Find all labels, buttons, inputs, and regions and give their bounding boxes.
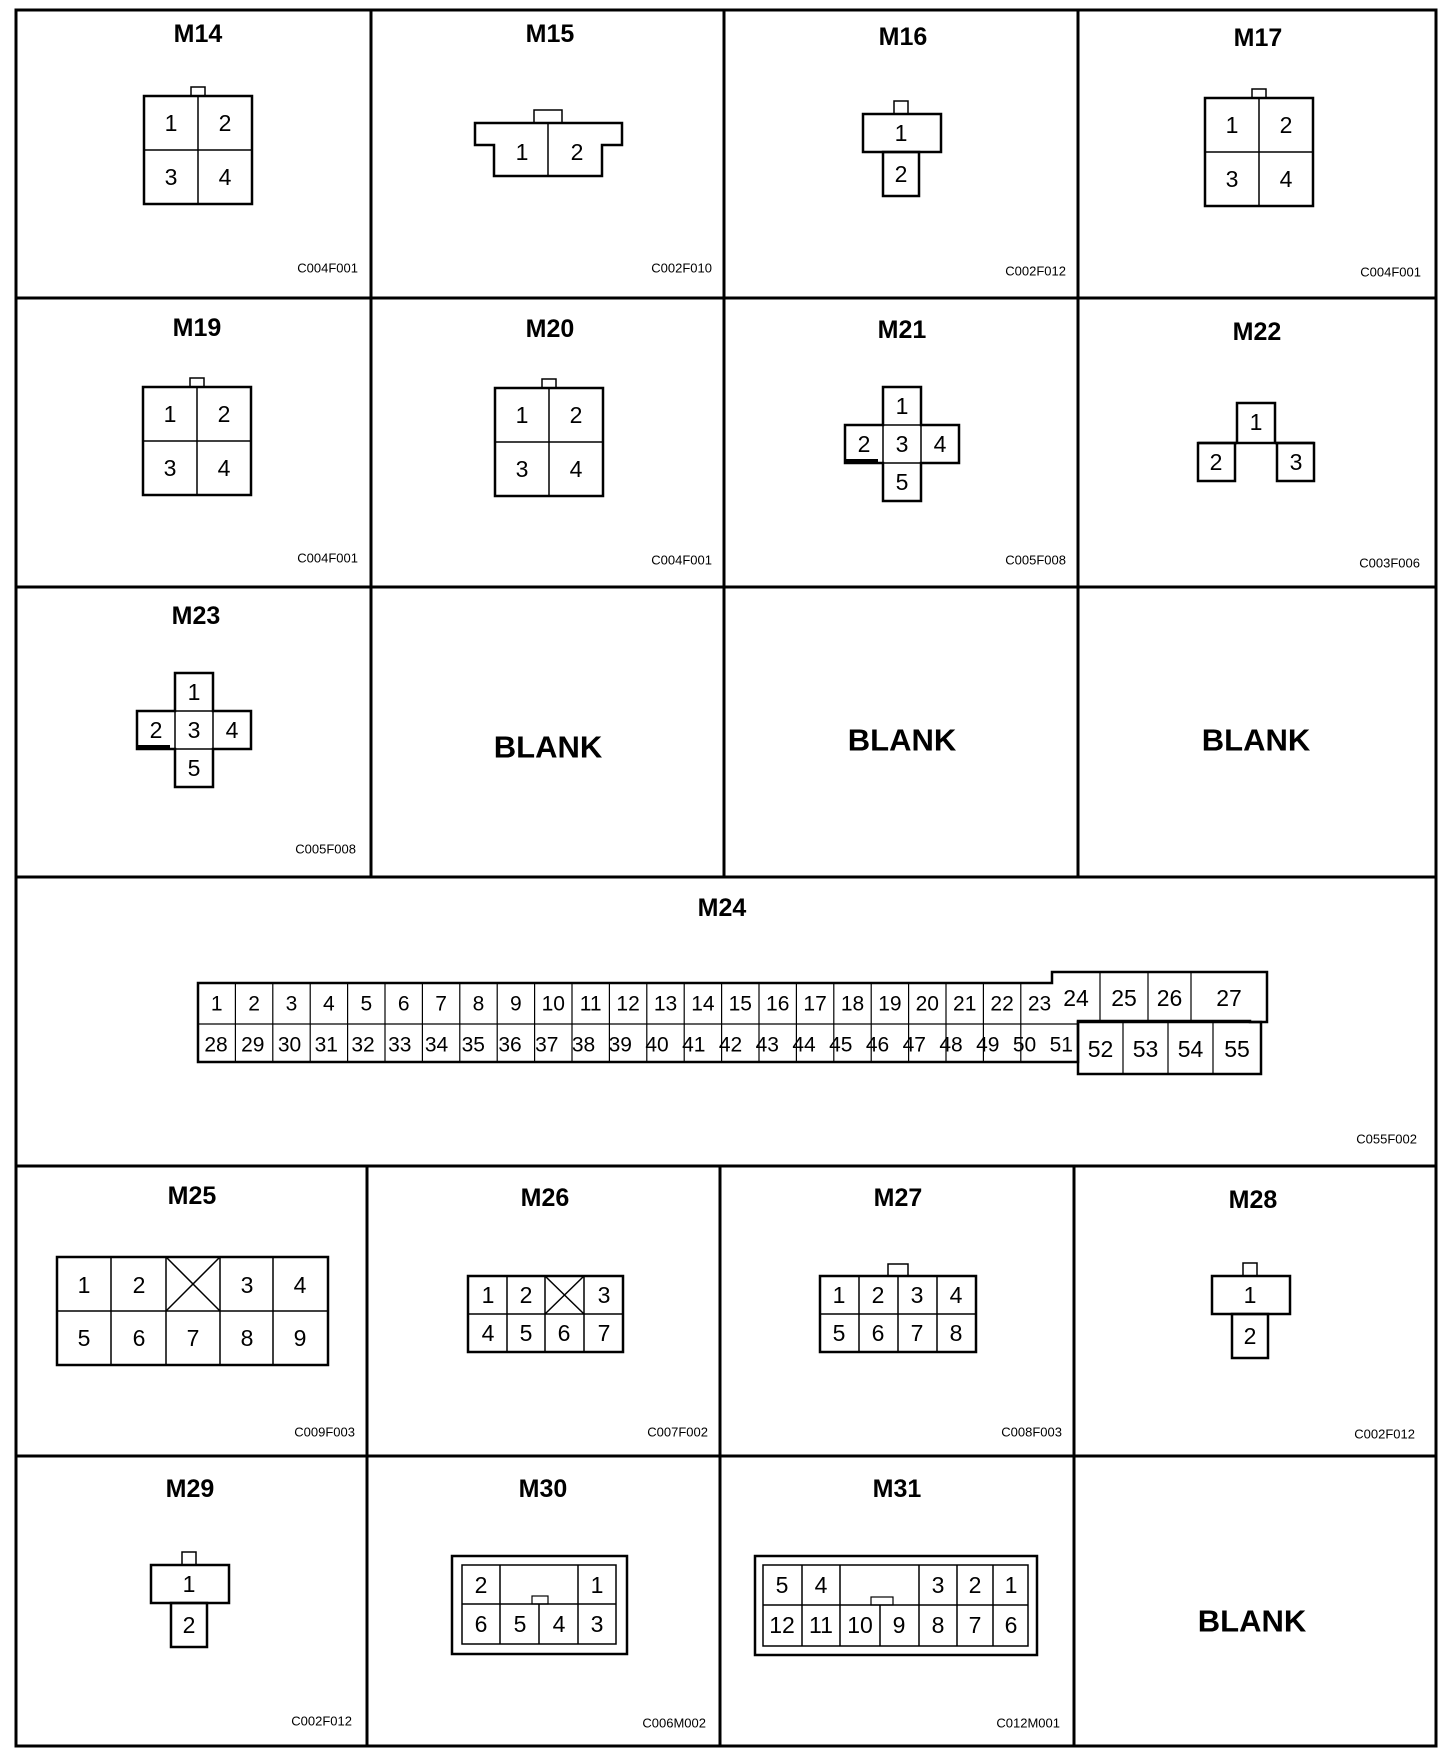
pin-label: 3 [1289,449,1303,475]
key-mark [846,459,878,463]
pin-label: 2 [1279,112,1293,138]
part-code: C004F001 [297,550,358,566]
pin-label: 6 [557,1320,571,1346]
pin-label: 7 [910,1320,924,1346]
connector-id: M15 [525,20,575,48]
pin-label: 6 [132,1325,146,1351]
pin-label: 3 [910,1282,924,1308]
connector-id: M31 [872,1475,922,1503]
pin-label: 51 [1049,1033,1073,1057]
connector-m20 [495,315,712,568]
pin-label: 4 [481,1320,495,1346]
pin-label: 3 [164,164,178,190]
pin-label: 5 [775,1572,789,1598]
connector-m17 [1205,24,1421,280]
pin-label: 22 [990,992,1014,1016]
part-code: C005F008 [1005,552,1066,568]
pin-label: 1 [515,139,529,165]
pin-label: 5 [895,469,909,495]
pin-label: 3 [931,1572,945,1598]
pin-label: 3 [590,1611,604,1637]
pin-label: 4 [293,1272,307,1298]
part-code: C002F012 [291,1713,352,1729]
connector-m14 [144,20,358,276]
blank-label: BLANK [1201,722,1311,758]
part-code: C004F001 [651,552,712,568]
pin-label: 53 [1132,1036,1159,1062]
pin-label: 9 [892,1612,906,1638]
part-code: C005F008 [295,841,356,857]
connector-m16 [863,23,1066,279]
pin-label: 34 [424,1033,449,1057]
pin-label: 50 [1012,1033,1037,1057]
connector-id: M22 [1232,318,1282,346]
latch-tab [888,1264,908,1276]
pin-label: 8 [949,1320,963,1346]
pin-label: 42 [718,1033,743,1057]
pin-label: 15 [728,992,752,1016]
pin-label: 40 [645,1033,669,1057]
pin-label: 2 [894,161,908,187]
pin-label: 5 [77,1325,91,1351]
connector-id: M25 [167,1182,217,1210]
pin-label: 4 [323,992,335,1016]
key-mark [138,745,170,749]
connector-m31 [755,1475,1060,1731]
pin-label: 11 [809,1612,833,1638]
pin-label: 5 [360,992,373,1016]
pin-label: 10 [847,1612,873,1638]
part-code: C055F002 [1356,1131,1417,1147]
connector-id: M24 [697,894,747,922]
pin-label: 54 [1177,1036,1204,1062]
pin-label: 1 [590,1572,604,1598]
pin-label: 4 [569,456,583,482]
pin-label: 31 [314,1033,338,1057]
pin-label: 45 [829,1033,853,1057]
pin-label: 5 [519,1320,533,1346]
pin-label: 33 [388,1033,412,1057]
latch-tab [182,1552,196,1565]
latch-tab [894,101,908,114]
pin-label: 2 [1209,449,1223,475]
latch-tab [191,87,205,96]
connector-id: M28 [1228,1186,1278,1214]
part-code: C004F001 [297,260,358,276]
pin-label: 32 [351,1033,375,1057]
pin-label: 1 [1243,1282,1257,1308]
pin-label: 3 [597,1282,611,1308]
latch-tab [871,1597,893,1605]
pin-label: 52 [1087,1036,1114,1062]
pin-label: 7 [435,992,447,1016]
part-code: C004F001 [1360,264,1421,280]
connector-m25 [57,1182,355,1440]
connector-m19 [143,314,358,566]
pin-label: 6 [871,1320,885,1346]
blank-cell-1 [494,730,603,765]
pin-label: 2 [570,139,584,165]
pin-label: 1 [187,679,201,705]
connector-id: M26 [520,1184,570,1212]
part-code: C003F006 [1359,555,1420,571]
pin-label: 21 [953,992,977,1016]
connector-id: M27 [873,1184,923,1212]
pin-label: 7 [186,1325,200,1351]
connector-id: M17 [1233,24,1283,52]
pin-label: 44 [792,1033,816,1057]
pin-label: 7 [968,1612,982,1638]
pin-label: 1 [481,1282,495,1308]
pin-label: 46 [865,1033,890,1057]
pin-label: 2 [474,1572,488,1598]
pin-label: 6 [1004,1612,1018,1638]
connector-id: M16 [878,23,928,51]
pin-label: 4 [949,1282,963,1308]
latch-tab [534,110,562,123]
connector-id: M29 [165,1475,215,1503]
pin-label: 7 [597,1320,611,1346]
pin-label: 1 [77,1272,91,1298]
pin-label: 5 [513,1611,527,1637]
pin-label: 1 [164,110,178,136]
pin-label: 1 [1249,409,1263,435]
connector-m21 [845,316,1066,568]
connector-m28 [1212,1186,1415,1442]
connector-id: M19 [172,314,222,342]
grid [16,10,1436,1746]
pin-label: 9 [293,1325,307,1351]
pin-label: 4 [552,1611,566,1637]
pin-label: 25 [1111,985,1137,1011]
pin-label: 36 [498,1033,522,1057]
pin-label: 30 [277,1033,302,1057]
pin-label: 6 [397,992,410,1016]
blank-label: BLANK [847,722,957,758]
blank-cell-3 [1202,723,1311,758]
pin-label: 48 [939,1033,963,1057]
pin-label: 1 [182,1571,196,1597]
pin-label: 2 [182,1612,196,1638]
pin-label: 38 [571,1033,596,1057]
pin-label: 1 [210,992,223,1016]
pin-label: 26 [1156,985,1183,1011]
connector-id: M30 [518,1475,568,1503]
pin-label: 2 [871,1282,885,1308]
part-code: C002F010 [651,260,712,276]
pin-label: 3 [187,717,201,743]
pin-label: 3 [895,431,909,457]
pin-label: 12 [616,992,640,1016]
part-code: C009F003 [294,1424,355,1440]
pin-label: 2 [1243,1323,1257,1349]
pin-label: 2 [217,401,231,427]
pin-label: 4 [814,1572,828,1598]
connector-m24 [198,894,1417,1147]
pin-label: 24 [1063,985,1089,1011]
pin-label: 2 [857,431,871,457]
blank-label: BLANK [1197,1603,1307,1639]
pin-label: 12 [769,1612,795,1638]
pin-label: 1 [163,401,177,427]
connector-id: M23 [171,602,221,630]
pin-label: 9 [510,992,522,1016]
pin-label: 47 [902,1033,926,1057]
pin-label: 18 [840,992,865,1016]
pin-label: 49 [976,1033,1000,1057]
pin-label: 2 [519,1282,533,1308]
part-code: C007F002 [647,1424,708,1440]
pin-label: 37 [535,1033,559,1057]
pin-label: 27 [1216,985,1242,1011]
pin-label: 8 [472,992,485,1016]
pin-label: 1 [1004,1572,1018,1598]
pin-label: 4 [933,431,947,457]
blank-cell-4 [1198,1604,1307,1639]
pin-label: 1 [894,120,908,146]
pin-label: 3 [1225,166,1239,192]
pin-label: 14 [691,992,715,1016]
pin-label: 35 [461,1033,485,1057]
pin-label: 4 [225,717,239,743]
pin-label: 5 [832,1320,846,1346]
pin-label: 16 [766,992,790,1016]
latch-tab [1252,89,1266,98]
pin-label: 19 [878,992,902,1016]
pin-label: 4 [218,164,232,190]
part-code: C008F003 [1001,1424,1062,1440]
latch-tab [1243,1263,1257,1276]
pin-label: 2 [132,1272,146,1298]
latch-tab [532,1596,548,1604]
pin-label: 20 [915,992,939,1016]
connector-id: M20 [525,315,575,343]
pin-label: 3 [240,1272,254,1298]
part-code: C002F012 [1005,263,1066,279]
pin-label: 43 [755,1033,779,1057]
pin-label: 3 [515,456,529,482]
pin-label: 41 [682,1033,706,1057]
connector-id: M14 [173,20,223,48]
connector-m27 [820,1184,1062,1440]
connector-m22 [1198,318,1420,571]
pin-label: 8 [240,1325,254,1351]
pin-label: 1 [832,1282,846,1308]
pin-label: 3 [285,992,298,1016]
part-code: C006M002 [642,1715,706,1731]
pin-label: 4 [217,455,231,481]
pin-label: 5 [187,755,201,781]
connector-id: M21 [877,316,927,344]
pin-label: 23 [1027,992,1052,1016]
pin-label: 2 [149,717,163,743]
part-code: C002F012 [1354,1426,1415,1442]
pin-label: 29 [241,1033,265,1057]
pin-label: 10 [541,992,565,1016]
pin-label: 3 [163,455,177,481]
pin-label: 2 [968,1572,982,1598]
pin-label: 13 [653,992,678,1016]
pin-label: 39 [608,1033,632,1057]
connector-m30 [452,1475,706,1731]
latch-tab [190,378,204,387]
pin-label: 8 [931,1612,945,1638]
connector-m23 [137,602,356,857]
pin-label: 1 [515,402,529,428]
connector-m29 [151,1475,352,1729]
pin-label: 55 [1224,1036,1250,1062]
pin-label: 11 [579,992,602,1016]
pin-label: 28 [204,1033,228,1057]
part-code: C012M001 [996,1715,1060,1731]
latch-tab [542,379,556,388]
pin-label: 17 [803,992,827,1016]
pin-label: 2 [248,992,260,1016]
pin-label: 2 [218,110,232,136]
connector-m26 [468,1184,708,1440]
pin-label: 2 [569,402,583,428]
blank-cell-2 [848,723,957,758]
pin-label: 1 [1225,112,1239,138]
pin-label: 6 [474,1611,488,1637]
pin-label: 1 [895,393,909,419]
pin-label: 4 [1279,166,1293,192]
blank-label: BLANK [493,729,603,765]
connector-m15 [475,20,712,276]
